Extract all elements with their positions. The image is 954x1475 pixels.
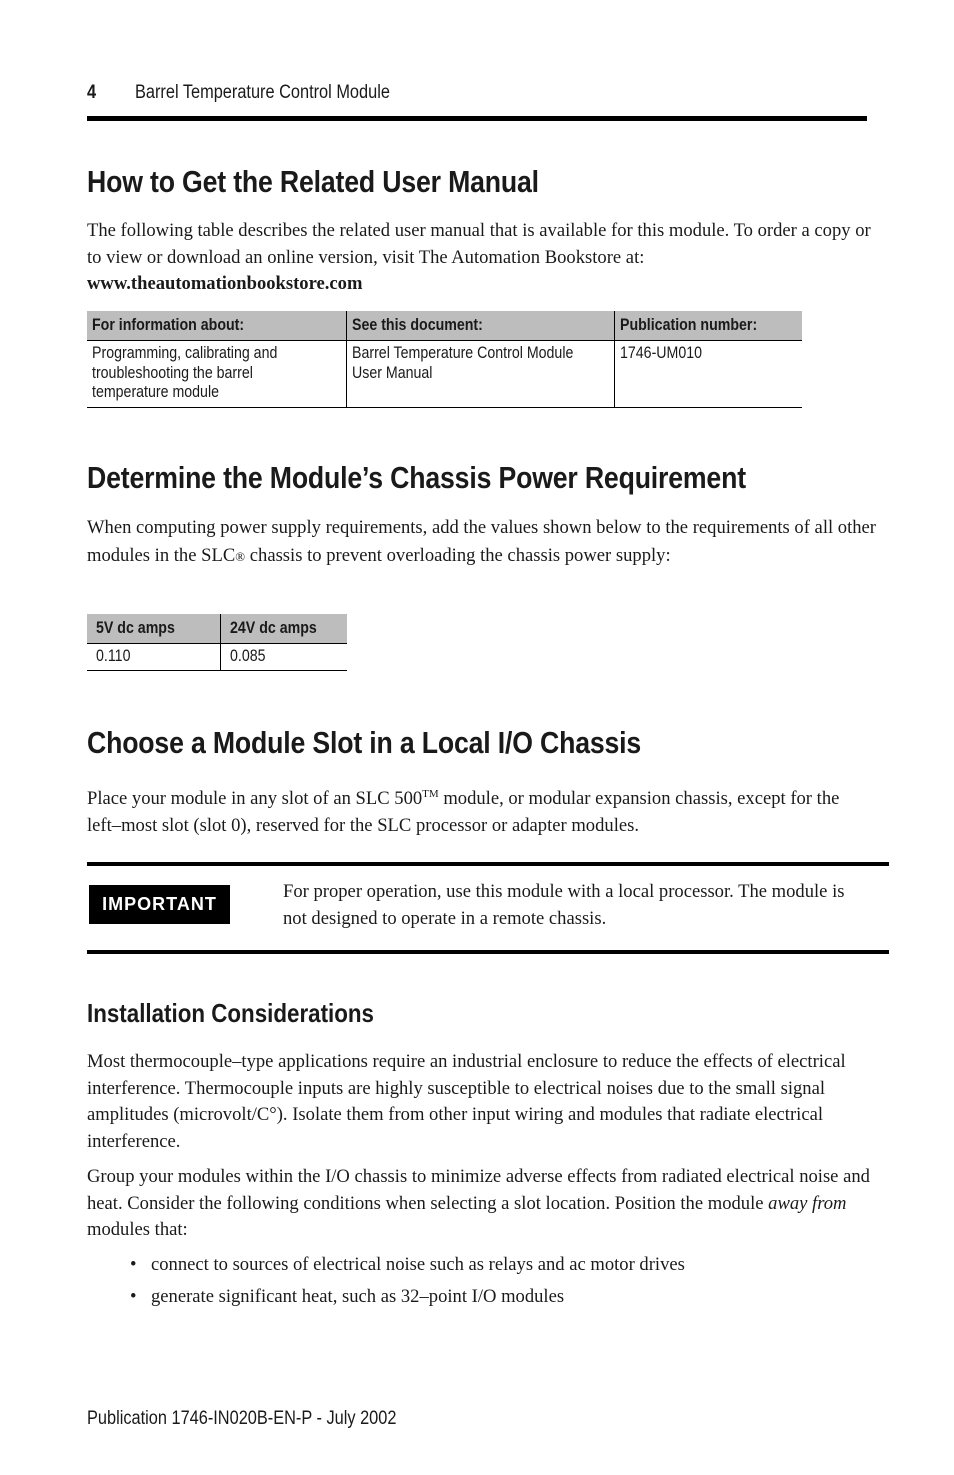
power-intro: When computing power supply requirements, add the values shown below to the requirements of all other modules in the SLC® chassis to prevent overloading the chassis power supply: xyxy=(87,517,876,566)
info-cell: Programming, calibrating and troubleshooting the barrel temperature module xyxy=(87,341,347,408)
related-manual-table xyxy=(87,311,802,408)
related-manual-intro xyxy=(87,218,877,298)
column-header: For information about: xyxy=(87,311,347,341)
installation-para-1: Most thermocouple–type applications require an industrial enclosure to reduce the effects of electrical interference. Thermocouple inputs are highly susceptible to electrical noises due to the small signal amplitudes (microvolt/C°). Isolate them from other input wiring and modules that radiate electrical interference. xyxy=(87,1051,846,1152)
publication-cell: 1746-UM010 xyxy=(615,341,802,408)
table-header-row xyxy=(87,311,802,341)
column-header: 5V dc amps xyxy=(87,614,221,644)
table-row xyxy=(87,644,347,671)
installation-para-2: Group your modules within the I/O chassis to minimize adverse effects from radiated electrical noise and heat. Consider the following conditions when selecting a slot location. Position the module away from modules that: xyxy=(87,1166,870,1240)
intro-text: The following table describes the related user manual that is available for this module. To order a copy or to view or download an online version, visit The Automation Bookstore at: xyxy=(87,220,871,268)
column-header: 24V dc amps xyxy=(221,614,348,644)
column-header: Publication number: xyxy=(615,311,802,341)
table-header-row xyxy=(87,614,347,644)
list-item: • connect to sources of electrical noise such as relays and ac motor drives xyxy=(130,1252,870,1284)
value-cell: 0.085 xyxy=(221,644,348,671)
heading-installation: Installation Considerations xyxy=(87,998,374,1028)
list-item: • generate significant heat, such as 32–point I/O modules xyxy=(130,1284,870,1316)
table-row xyxy=(87,341,802,408)
heading-related-manual: How to Get the Related User Manual xyxy=(87,164,539,199)
important-text: For proper operation, use this module with a local processor. The module is not designed to operate in a remote chassis. xyxy=(283,881,845,929)
heading-module-slot: Choose a Module Slot in a Local I/O Chassis xyxy=(87,725,642,760)
slot-text: Place your module in any slot of an SLC 500™ module, or modular expansion chassis, except for the left–most slot (slot 0), reserved for the SLC processor or adapter modules. xyxy=(87,788,840,836)
document-cell: Barrel Temperature Control Module User Manual xyxy=(347,341,615,408)
important-badge: IMPORTANT xyxy=(89,885,230,924)
important-top-rule xyxy=(87,862,889,866)
bookstore-url[interactable]: www.theautomationbookstore.com xyxy=(87,273,363,294)
power-table xyxy=(87,614,347,671)
emphasis-text: away from xyxy=(768,1192,847,1214)
heading-power-requirement: Determine the Module’s Chassis Power Requirement xyxy=(87,460,746,495)
bullet-icon: • xyxy=(130,1254,137,1275)
installation-bullet-list xyxy=(130,1252,870,1316)
important-bottom-rule xyxy=(87,950,889,954)
page-header xyxy=(87,82,867,106)
page-number: 4 xyxy=(87,82,97,103)
value-cell: 0.110 xyxy=(87,644,221,671)
running-title: Barrel Temperature Control Module xyxy=(135,82,390,103)
bullet-icon: • xyxy=(130,1286,137,1307)
header-rule xyxy=(87,116,867,121)
publication-footer: Publication 1746-IN020B-EN-P - July 2002 xyxy=(87,1408,397,1429)
column-header: See this document: xyxy=(347,311,615,341)
